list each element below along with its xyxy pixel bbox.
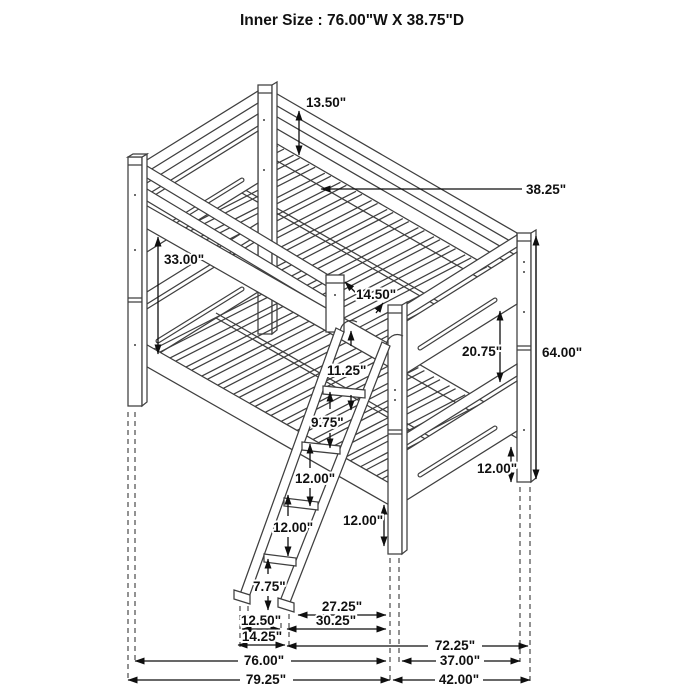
dim-ladder-foot-label: 7.75" <box>253 579 286 594</box>
dim-ladder-outer-width-label: 14.25" <box>241 629 283 644</box>
dim-inner-depth-label: 38.25" <box>526 182 567 197</box>
diagram-title: Inner Size : 76.00"W X 38.75"D <box>239 12 465 29</box>
post-front-right <box>388 302 407 554</box>
dim-inner-length-label: 76.00" <box>243 653 285 668</box>
dim-ladder-base-label: 30.25" <box>315 613 357 628</box>
post-back-right <box>517 230 536 482</box>
dim-overall-width-label: 42.00" <box>438 672 480 687</box>
dim-depth-to-back-label: 72.25" <box>434 638 476 653</box>
dim-footboard-clearance-label: 12.00" <box>477 461 518 476</box>
guardrail-mid-post <box>326 275 344 332</box>
dim-footboard-gap-label: 20.75" <box>462 344 503 359</box>
dim-front-guardrail-label: 14.50" <box>356 287 397 302</box>
dim-overall-length-label: 79.25" <box>245 672 287 687</box>
dim-rung-spacing-upper-label: 12.00" <box>295 471 336 486</box>
dim-rail-clearance-label: 11.25" <box>327 363 367 378</box>
dim-ladder-span-label: 27.25" <box>321 599 363 614</box>
dim-side-clearance-label: 12.00" <box>343 513 384 528</box>
dim-ladder-width-label: 12.50" <box>240 613 282 628</box>
dim-rung-spacing-lower-label: 12.00" <box>273 520 314 535</box>
dim-top-rung-gap-label: 9.75" <box>311 415 344 430</box>
dim-bunk-gap-label: 33.00" <box>164 252 205 267</box>
dim-inner-width-label: 37.00" <box>439 653 481 668</box>
dim-overall-height-label: 64.00" <box>542 345 583 360</box>
dim-guardrail-height-label: 13.50" <box>306 95 347 110</box>
post-front-left <box>128 154 147 406</box>
